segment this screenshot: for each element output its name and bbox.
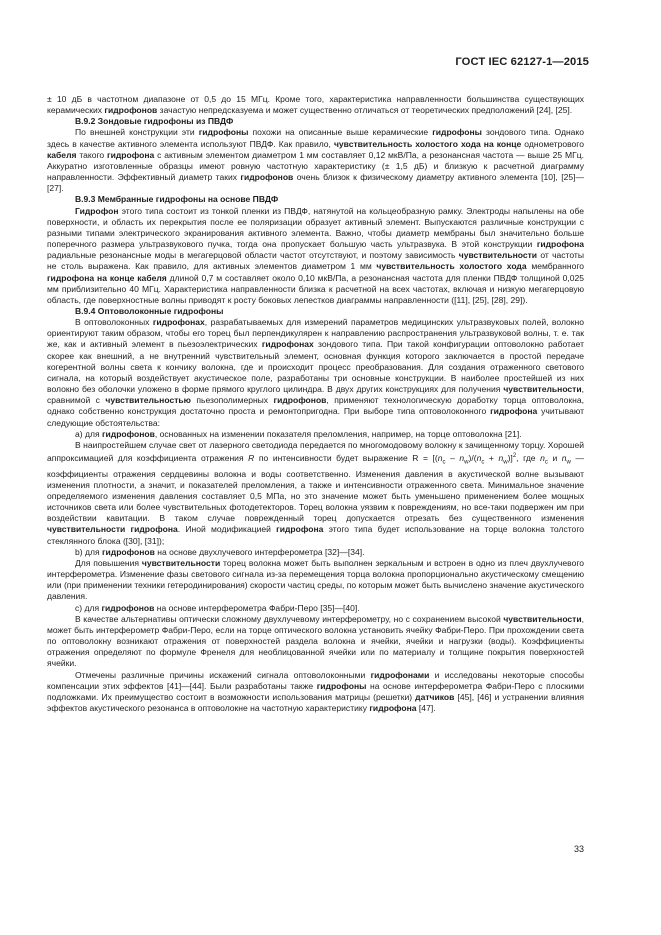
paragraph: По внешней конструкции эти гидрофоны похожи на описанные выше керамические гидрофоны зондового типа. Однако здесь в качестве активного элемента используют ПВДФ. Как правило, чувствительность холостого хода на конце однометрового кабеля такого гидрофона с активным элементом диаметром 1 мм составляет 0,12 мкВ/Па, а резонансная частота — выше 25 МГц. Аккуратно изготовленные образцы имеют ровную частотную характеристику (± 1,5 дБ) и близкую к расчетной диаграмму направленности. Эффективный диаметр таких гидрофонов очень близок к физическому диаметру активного элемента [10], [25]—[27]. — [47, 127, 585, 194]
paragraph: В оптоволоконных гидрофонах, разрабатываемых для измерений параметров медицинских ультразвуковых полей, волокно ориентируют таким образом, чтобы его торец был перпендикулярен к направлению распространения ультразвуковой волны, т. е. так же, как и активный элемент в пьезоэлектрических гидрофонах зондового типа. При такой конфигурации оптоволокно работает скорее как внешний, а не внутренний чувствительный элемент, основная функция которого заключается в простой передаче когерентной волны света к кончику волокна, где и происходит процесс преобразования. Для создания отраженного светового сигнала, на который воздействует акустическое поле, разработаны три основные конструкции. В наиболее простейшей из них волокно без оболочки уложено в форме прямого круглого цилиндра. В двух других конструкциях для получения чувствительности, сравнимой с чувствительностью пьезополимерных гидрофонов, применяют технологическую доработку торца оптоволокна, однако собственно конструкция достаточно проста и ремонтопригодна. При выборе типа оптоволоконного гидрофона учитывают следующие обстоятельства: — [47, 317, 584, 428]
section-heading: B.9.3 Мембранные гидрофоны на основе ПВДФ — [75, 194, 279, 205]
paragraph: ± 10 дБ в частотном диапазоне от 0,5 до 15 МГц. Кроме того, характеристика направленности большинства существующих керамических гидрофонов зачастую непредсказуема и может существенно отличаться от теоретических предположений [24], [25]. — [47, 94, 584, 116]
paragraph: c) для гидрофонов на основе интерферометра Фабри-Перо [35]—[40]. — [75, 602, 360, 613]
paragraph: b) для гидрофонов на основе двухлучевого интерферометра [32]—[34]. — [75, 546, 365, 557]
paragraph: В качестве альтернативы оптически сложному двухлучевому интерферометру, но с сохранением высокой чувствительности, может быть интерферометр Фабри-Перо, если на торце оптического волокна установить ячейку Фабри-Перо. При прохождении света по оптоволокну возникают отражения от поверхностей раздела волокна и ячейки, ячейки и нагрузки (воды). Коэффициенты отражения определяют по формуле Френеля для необлицованной ячейки или по материалу и толщине покрытия поверхностей ячейки. — [47, 613, 584, 669]
paragraph: Отмечены различные причины искажений сигнала оптоволоконными гидрофонами и исследованы некоторые способы компенсации этих эффектов [41]—[44]. Были разработаны также гидрофоны на основе интерферометра Фабри-Перо с плоскими подложками. Их преимущество состоит в возможности использования матрицы (решетки) датчиков [45], [46] и устранении влияния эффектов акустического резонанса в оптоволокне на частотную характеристику гидрофона [47]. — [47, 669, 584, 713]
document-header-id: ГОСТ IEC 62127-1—2015 — [455, 56, 589, 68]
section-heading: B.9.2 Зондовые гидрофоны из ПВДФ — [75, 116, 234, 127]
section-heading: B.9.4 Оптоволоконные гидрофоны — [75, 305, 224, 316]
paragraph: а) для гидрофонов, основанных на изменении показателя преломления, например, на торце оптоволокна [21]. — [75, 428, 522, 439]
body-text — [47, 94, 584, 714]
paragraph: Гидрофон этого типа состоит из тонкой пленки из ПВДФ, натянутой на кольцеобразную рамку. Электроды напылены на обе поверхности, и область их перекрытия после ее поляризации образует активный элемент. Выпускаются различные конструкции с разными типами электрического экранирования активного элемента. Важно, чтобы диаметр мембраны был значительно больше поперечного размера ультразвукового пучка, тогда она пропускает большую часть ультразвука. В этой конструкции гидрофона радиальные резонансные моды в мегагерцовой области частот отсутствуют, и поэтому зависимость чувствительности от частоты не столь выражена. Как правило, для активных элементов диаметром 1 мм чувствительность холостого хода мембранного гидрофона на конце кабеля длиной 0,7 м составляет около 0,10 мкВ/Па, а резонансная частота для пленки ПВДФ толщиной 0,025 мм приблизительно 40 МГц. Характеристика направленности близка к расчетной на всех частотах, включая и низкую мегагерцовую область, где поверхностные волны приводят к росту боковых лепестков диаграммы направленности ([11], [25], [28], 29]). — [47, 205, 585, 305]
paragraph: В наипростейшем случае свет от лазерного светодиода передается по многомодовому волокну к зачищенному торцу. Хорошей аппроксимацией для коэффициента отражения R по интенсивности будет выражение $R = [(n_c - n_w)/(n_c + n_w)]^2$, где $n_c$ и $n_w$ — коэффициенты отражения сердцевины волокна и воды соответственно. Изменения давления в акустической волне вызывают изменения плотности, а значит, и показателей преломления, а также и интенсивности отраженного света. Минимальное значение определяемого изменения давления составляет 0,5 МПа, но это значение может быть уменьшено применением более мощных источников света или более чувствительных фотодетекторов. Торец волокна уязвим к повреждениям, но все-таки подвержен им при воздействии кавитации. В таком случае поврежденный торец допускается отрезать без существенного изменения чувствительности гидрофона. Иной модификацией гидрофона этого типа будет использование на торце волокна толстого стеклянного блока ([30], [31]); — [47, 439, 584, 546]
page-number: 33 — [573, 844, 584, 854]
paragraph: Для повышения чувствительности торец волокна может быть выполнен зеркальным и встроен в одно из плеч двухлучевого интерферометра. Изменение фазы светового сигнала из-за перемещения торца волокна пропорционально акустическому смещению или (при применении техники гетеродинирования) скорости частиц среды, по которым может быть вычислено значение акустического давления. — [47, 557, 584, 602]
